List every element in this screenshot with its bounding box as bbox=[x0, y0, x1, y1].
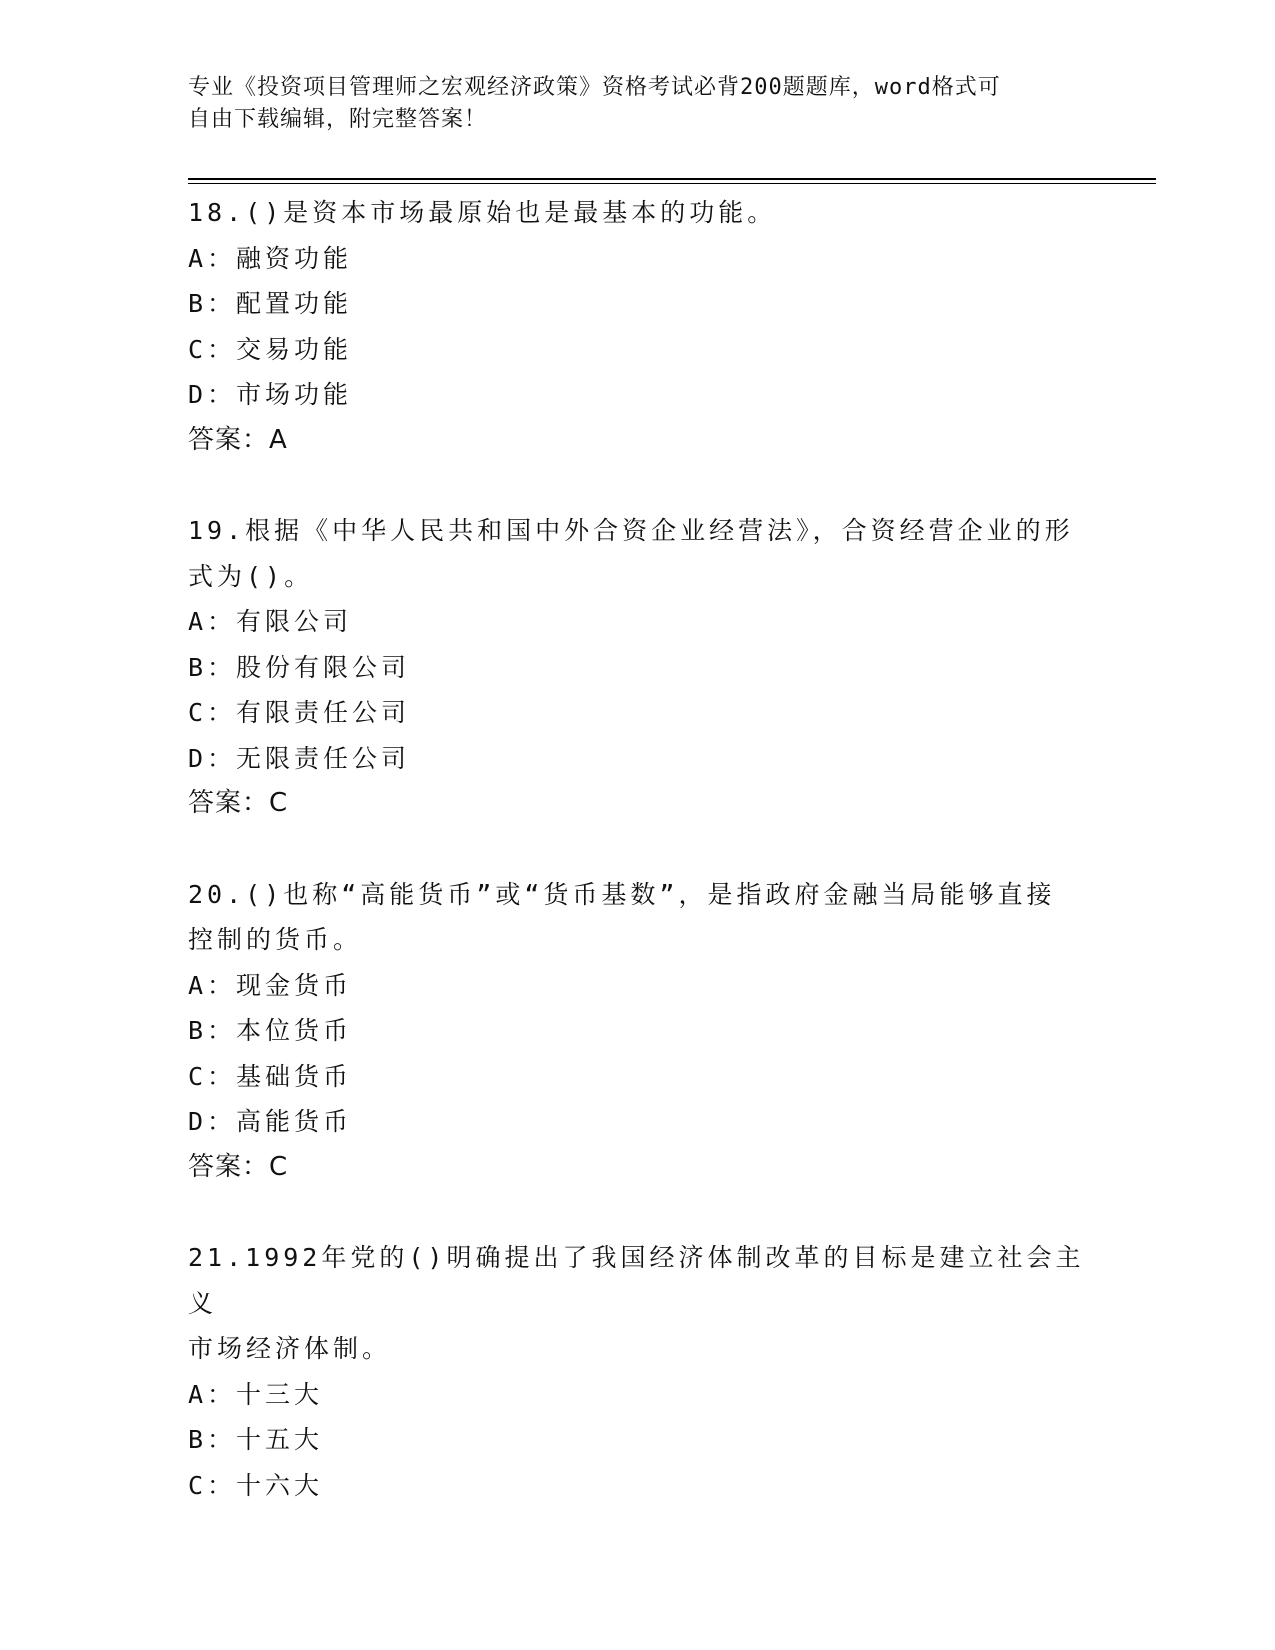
spacer bbox=[188, 1190, 1088, 1235]
option-d: D：高能货币 bbox=[188, 1107, 353, 1136]
option-d: D：市场功能 bbox=[188, 380, 353, 409]
question-text: 18.()是资本市场最原始也是最基本的功能。 bbox=[188, 198, 777, 227]
option-b: B：十五大 bbox=[188, 1425, 324, 1454]
option-b: B：股份有限公司 bbox=[188, 652, 411, 682]
header-line-2: 自由下载编辑，附完整答案！ bbox=[188, 107, 488, 132]
question-list bbox=[188, 190, 1088, 1508]
question-text-line-1: 20.()也称“高能货币”或“货币基数”，是指政府金融当局能够直接 bbox=[188, 879, 1056, 909]
option-a: A：有限公司 bbox=[188, 607, 353, 636]
question-text-line-1: 19.根据《中华人民共和国中外合资企业经营法》，合资经营企业的形 bbox=[188, 516, 1074, 545]
option-a: A：现金货币 bbox=[188, 970, 353, 1000]
question-20 bbox=[188, 872, 1088, 1191]
question-text-line-1: 21.1992年党的()明确提出了我国经济体制改革的目标是建立社会主义 bbox=[188, 1243, 1085, 1318]
answer-line: 答案：C bbox=[188, 1151, 289, 1182]
answer-line: 答案：C bbox=[188, 788, 289, 818]
header-divider-thin bbox=[188, 183, 1156, 184]
option-b: B：本位货币 bbox=[188, 1016, 353, 1045]
question-18 bbox=[188, 190, 1088, 463]
option-c: C：基础货币 bbox=[188, 1061, 353, 1091]
question-text-line-2: 市场经济体制。 bbox=[188, 1334, 392, 1363]
option-d: D：无限责任公司 bbox=[188, 743, 411, 773]
question-text-line-2: 式为()。 bbox=[188, 561, 314, 591]
spacer bbox=[188, 463, 1088, 508]
option-a: A：十三大 bbox=[188, 1379, 324, 1409]
answer-line: 答案：A bbox=[188, 424, 288, 455]
option-c: C：十六大 bbox=[188, 1470, 324, 1500]
question-21 bbox=[188, 1235, 1088, 1508]
option-a: A：融资功能 bbox=[188, 243, 353, 273]
option-c: C：有限责任公司 bbox=[188, 698, 411, 727]
document-header bbox=[188, 72, 1068, 136]
spacer bbox=[188, 827, 1088, 872]
option-b: B：配置功能 bbox=[188, 289, 353, 318]
header-line-1: 专业《投资项目管理师之宏观经济政策》资格考试必背200题题库，word格式可 bbox=[188, 75, 1001, 100]
question-19 bbox=[188, 508, 1088, 827]
question-text-line-2: 控制的货币。 bbox=[188, 925, 363, 954]
option-c: C：交易功能 bbox=[188, 334, 353, 364]
header-divider-thick bbox=[188, 178, 1156, 180]
